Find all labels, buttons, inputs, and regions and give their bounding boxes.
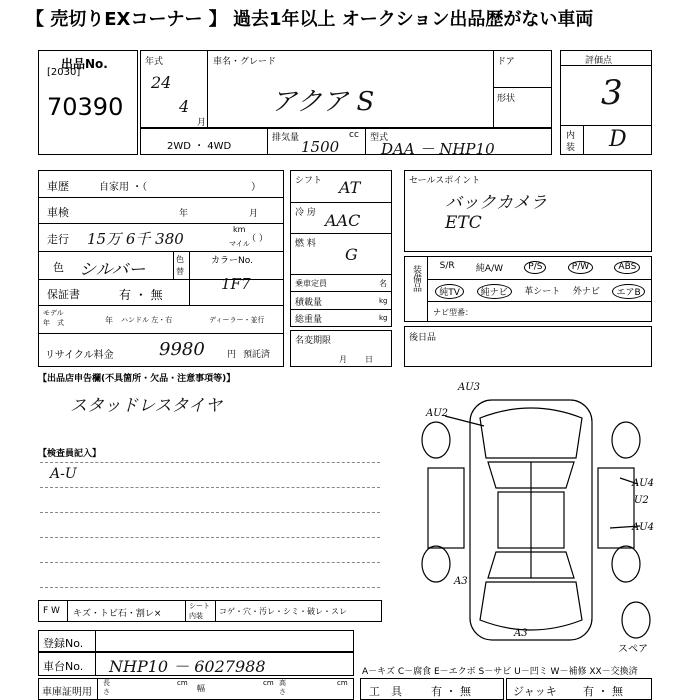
inspection-year: 年 (179, 209, 189, 219)
car-damage-diagram (410, 378, 662, 658)
lot-label: 出品No. (61, 57, 108, 71)
sales-point-box (404, 170, 652, 252)
equipment-box (404, 256, 652, 322)
middle-table (290, 170, 392, 327)
year-label: 年式 (145, 57, 164, 67)
recycle-label: リサイクル料金 (45, 350, 114, 361)
lot-subcode: [2030] (47, 67, 81, 78)
equipment-row1 (429, 261, 651, 274)
car-hood (480, 408, 582, 458)
equip-abs: ABS (614, 261, 640, 274)
fuel-value: G (345, 245, 358, 264)
ac-label: 冷 房 (295, 208, 316, 218)
side-left-panel (428, 468, 464, 548)
sales-point-line1: バックカメラ (445, 193, 547, 213)
equip-tv: 純TV (435, 284, 464, 299)
equip-aw: 純A/W (475, 264, 504, 274)
chassis-label: 車台No. (43, 660, 84, 673)
jack-label: ジャッキ (513, 685, 557, 698)
color-no-value: 1F7 (221, 275, 251, 293)
fw-label: F W (43, 606, 60, 616)
interior-value: D (609, 127, 627, 152)
fw-seat2: 内装 (189, 612, 203, 620)
load-label: 積載量 (295, 298, 323, 308)
seller-notes-label: 【出品店申告欄(不具箇所・欠品・注意事項等)】 (38, 374, 236, 384)
grade-value: 3 (601, 73, 623, 113)
mileage-label: 走行 (47, 233, 69, 246)
seller-notes-value: スタッドレスタイヤ (70, 396, 223, 416)
model-year-label1: モデル (43, 309, 64, 317)
spec-row (140, 128, 552, 158)
fw-seat1: シート (189, 602, 210, 610)
equipment-row2 (429, 284, 651, 299)
inspector-label: 【検査員記入】 (38, 449, 102, 459)
diagram-label-a3-2: A3 (514, 628, 528, 639)
header-bar (0, 0, 700, 34)
diagram-label-u2: U2 (634, 495, 649, 506)
inspection-label: 車検 (47, 206, 69, 219)
chassis-box (38, 652, 354, 676)
diagram-label-au4-1: AU4 (632, 478, 655, 489)
wheel-rear-right (612, 546, 640, 582)
registration-box (38, 630, 354, 652)
cert-height: 高さ (279, 679, 286, 696)
ac-value: AAC (325, 211, 361, 230)
interior-label2: 装 (566, 143, 576, 153)
model-year-label2: 年 式 (43, 319, 64, 327)
displacement-label: 排気量 (272, 133, 300, 143)
side-right-panel (598, 468, 634, 548)
jack-box (506, 678, 652, 700)
equip-sr: S/R (439, 261, 455, 271)
wheel-front-left (422, 422, 450, 458)
model-year-dealer: ディーラー・並行 (209, 316, 265, 324)
cert-height-unit: cm (337, 679, 348, 687)
year-value: 24 (151, 73, 172, 92)
equip-ext-navi: 外ナビ (572, 287, 600, 297)
door-label: ドア (497, 57, 515, 67)
displacement-unit: cc (349, 130, 359, 140)
equip-leather: 革シート (524, 287, 561, 297)
diagram-label-au2: AU2 (426, 408, 449, 419)
inspector-value: A-U (50, 466, 77, 482)
fuel-label: 燃 料 (295, 239, 316, 249)
equip-pw: P/W (568, 261, 593, 274)
recycle-value: 9980 (159, 339, 205, 360)
history-close: ） (251, 182, 261, 193)
registration-label: 登録No. (43, 637, 84, 650)
jack-value: 有 ・ 無 (583, 685, 623, 698)
recycle-note: 預託済 (243, 350, 271, 360)
equip-navi: 純ナビ (477, 284, 512, 299)
cert-width: 幅 (197, 684, 205, 693)
fw-row (38, 600, 382, 622)
lot-number: 70390 (47, 93, 124, 121)
detail-table (38, 170, 284, 367)
equip-ps: P/S (524, 261, 546, 274)
spare-label: スペア (618, 644, 648, 655)
car-trunk (480, 582, 582, 630)
capacity-unit: 名 (379, 279, 387, 288)
notes-label: 後日品 (409, 333, 437, 343)
gross-unit: kg (379, 314, 388, 322)
cert-len: 長さ (103, 679, 110, 696)
equip-airbag: エアB (612, 284, 644, 299)
cert-width-unit: cm (263, 679, 274, 687)
plate-change-box (290, 330, 392, 367)
month-value: 4 (179, 97, 190, 116)
sales-point-line2: ETC (445, 213, 482, 233)
fw-value: キズ・トビ石・割レ× (73, 609, 162, 619)
shape-label: 形状 (497, 94, 516, 104)
pointer-au2 (445, 416, 484, 426)
mileage-value: 15万 6千 380 (87, 230, 184, 248)
spare-tire (622, 602, 650, 638)
fw-value2: コゲ・穴・汚レ・シミ・破レ・スレ (219, 607, 347, 616)
mileage-paren: （ ） (247, 234, 268, 244)
type-value: DAA － NHP10 (381, 140, 495, 158)
color-label: 色 (53, 261, 64, 274)
interior-label1: 内 (566, 131, 576, 141)
history-label: 車歴 (47, 180, 69, 193)
month-unit: 月 (197, 118, 207, 128)
load-unit: kg (379, 297, 388, 305)
equipment-navi-model: ナビ型番： (433, 308, 473, 317)
diagram-label-au3: AU3 (458, 382, 481, 393)
mileage-unit-km: km (233, 225, 246, 234)
warranty-label: 保証書 (47, 288, 80, 301)
color-change-label1: 色 (176, 255, 184, 264)
recycle-unit: 円 (227, 350, 237, 360)
model-year-year: 年 (105, 316, 113, 325)
capacity-label: 乗車定員 (295, 279, 327, 288)
shift-label: シフト (295, 176, 323, 186)
displacement-value: 1500 (301, 138, 340, 156)
vehicle-box (140, 50, 552, 128)
warranty-value: 有 ・ 無 (119, 288, 163, 302)
diagram-label-au4-2: AU4 (632, 522, 655, 533)
wheel-rear-left (422, 546, 450, 582)
chassis-value: NHP10 － 6027988 (109, 657, 266, 676)
color-value: シルバー (79, 260, 146, 280)
tools-box (360, 678, 504, 700)
notes-box (404, 326, 652, 367)
wheel-front-right (612, 422, 640, 458)
inspection-month: 月 (249, 209, 259, 219)
model-year-handle: ハンドル 左・右 (121, 316, 173, 324)
drive-label: 2WD ・ 4WD (167, 141, 232, 152)
history-value: 自家用 ・（ (99, 182, 148, 193)
header-title: 【 売切りEXコーナー 】 過去1年以上 オークション出品歴がない車両 (26, 9, 594, 30)
mileage-unit-mile: マイル (229, 240, 250, 248)
tools-label: 工 具 (369, 685, 402, 698)
tools-value: 有 ・ 無 (431, 685, 471, 698)
cert-box (38, 678, 354, 700)
shift-value: AT (339, 178, 361, 197)
diagram-label-a3-1: A3 (454, 576, 468, 587)
cert-len-unit: cm (177, 679, 188, 687)
equipment-label: 装備品 (411, 265, 421, 292)
lot-box (38, 50, 138, 155)
color-no-label: カラーNo. (211, 256, 253, 266)
cert-label: 車庫証明用 (42, 687, 92, 698)
plate-change-label: 名変期限 (295, 336, 332, 346)
color-change-label2: 替 (176, 267, 184, 276)
type-label: 型式 (370, 133, 389, 143)
grade-box (560, 50, 652, 155)
gross-label: 総重量 (295, 315, 323, 325)
plate-change-unit: 月日 (339, 355, 391, 364)
model-label: 車名・グレード (213, 57, 277, 67)
sales-point-label: セールスポイント (409, 176, 481, 186)
damage-legend: A－キズ C－腐食 E－エクボ S－サビ U－凹ミ W－補修 XX－交換済 (362, 667, 638, 677)
grade-label: 評価点 (585, 56, 613, 66)
model-value: アクア S (271, 87, 375, 117)
